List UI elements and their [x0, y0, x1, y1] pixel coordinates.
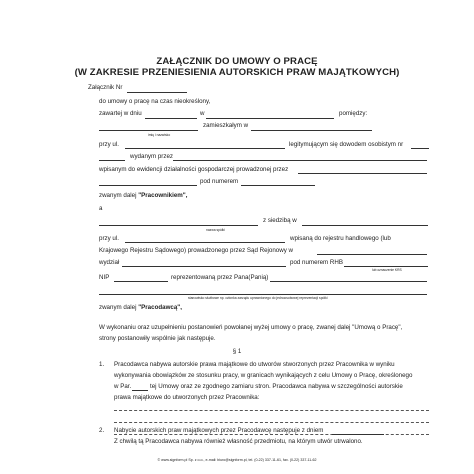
department-label: wydział [99, 259, 120, 266]
attachment-number-line [127, 92, 187, 93]
street-line [125, 148, 285, 149]
works-fill-line-2 [114, 422, 429, 423]
date-line [145, 118, 197, 119]
nip-line [114, 281, 168, 282]
commercial-register-label: wpisaną do rejestru handlowego (lub [290, 235, 391, 242]
clause-2-line-1: Nabycie autorskich praw majątkowych przez Pracodawcę następuje z dniem [114, 427, 324, 434]
clause-2-number: 2. [99, 427, 105, 434]
employee-name-line [99, 130, 198, 131]
paragraph-heading: § 1 [232, 348, 242, 355]
issued-by-line [173, 160, 427, 161]
department-line [122, 266, 286, 267]
represented-by-label: reprezentowaną przez Pana(Panią) [171, 274, 269, 281]
clause-1-line-3a: w Par. [114, 383, 132, 390]
court-line [317, 254, 427, 255]
clause-1-line-2: wykonywania obowiązków ze stosunku pracy, w granicach wynikających z celu Umowy o Pracę, określonego [114, 372, 413, 379]
employee-alias-term: "Pracownikiem", [138, 192, 188, 199]
employee-alias-prefix: zwanym dalej [99, 192, 139, 199]
rhb-number-label: pod numerem RHB [290, 259, 343, 266]
and-label: a [99, 205, 103, 212]
clause-2-line-2: Z chwilą tą Pracodawca nabywa również własność przedmiotu, na którym utwór utrwalono. [114, 438, 363, 445]
employer-alias-term: "Pracodawcą", [138, 304, 182, 311]
document-title: ZAŁĄCZNIK DO UMOWY O PRACĘ [156, 56, 318, 67]
represented-by-line [270, 281, 427, 282]
krs-hint: lub oznaczenie KRS [372, 268, 402, 272]
acquisition-date-line [332, 434, 384, 435]
id-card-line [411, 148, 429, 149]
street-label: przy ul. [99, 141, 119, 148]
id-card-label: legitymującym się dowodem osobistym nr [289, 141, 404, 148]
issued-by-label: wydanym przez [130, 153, 173, 160]
clause-1-line-3b: tej Umowy oraz ze zgodnego zamiaru stron. Pracodawca nabywa w szczególności autorskie [150, 383, 403, 390]
preamble-line-2: strony postanowiły wspólnie jak następuje. [99, 335, 216, 342]
registry-authority-line [99, 185, 197, 186]
position-hint: stanowisko służbowe np. członka zarządu uprawnionego do jednoosobowej reprezentacji spółki [188, 296, 328, 300]
between-label: pomiędzy: [339, 110, 368, 117]
company-name-hint: nazwa spółki [206, 228, 225, 232]
business-registry-line [298, 173, 427, 174]
in-label: w [200, 110, 205, 117]
under-number-line [241, 185, 315, 186]
employer-alias-text [99, 305, 182, 311]
preamble-line-1: W wykonaniu oraz uzupełnieniu postanowień powołanej wyżej umowy o pracę, zwanej dalej "Umową o Pracę", [99, 324, 403, 331]
seat-line [302, 225, 428, 226]
under-number-label: pod numerem [200, 178, 239, 185]
seated-in-label: z siedzibą w [263, 217, 297, 224]
company-street-label: przy ul. [99, 235, 119, 242]
business-registry-label: wpisanym do ewidencji działalności gospodarczej prowadzonej przez [99, 166, 289, 173]
position-line [99, 294, 427, 295]
clause-1-number: 1. [99, 361, 105, 368]
contract-type-text: do umowy o pracę na czas nieokreślony, [99, 98, 211, 105]
name-hint: imię i nazwisko [148, 133, 171, 137]
concluded-on-label: zawartej w dniu [99, 110, 142, 117]
works-fill-line-1 [114, 410, 429, 411]
residing-in-label: zamieszkałym w [203, 122, 249, 129]
rhb-number-line [344, 266, 428, 267]
company-street-line [125, 242, 285, 243]
clause-1-line-1: Pracodawca nabywa autorskie prawa majątkowe do utworów stworzonych przez Pracownika w wyniku [114, 361, 395, 368]
document-subtitle: (W ZAKRESIE PRZENIESIENIA AUTORSKICH PRAW MAJĄTKOWYCH) [74, 67, 400, 78]
id-number-line [99, 160, 125, 161]
company-name-line [99, 225, 258, 226]
employee-alias-text [99, 193, 187, 199]
footer-contact: © www.signform.pl Sp. z o.o., e-mail: biuro@signform.pl, tel. (0-22) 337-11-61, fax. (0-22) 337-11-62 [157, 458, 317, 462]
employer-alias-prefix: zwanym dalej [99, 304, 139, 311]
place-line [206, 118, 334, 119]
clause-1-line-4: prawa majątkowe do utworzonych przez Pracownika: [114, 394, 260, 401]
residence-line [251, 130, 372, 131]
attachment-number-label: Załącznik Nr [88, 84, 123, 91]
paragraph-ref-line [132, 390, 148, 391]
court-register-label: Krajowego Rejestru Sądowego) prowadzonego przez Sąd Rejonowy w [99, 247, 293, 254]
nip-label: NIP [99, 274, 110, 281]
